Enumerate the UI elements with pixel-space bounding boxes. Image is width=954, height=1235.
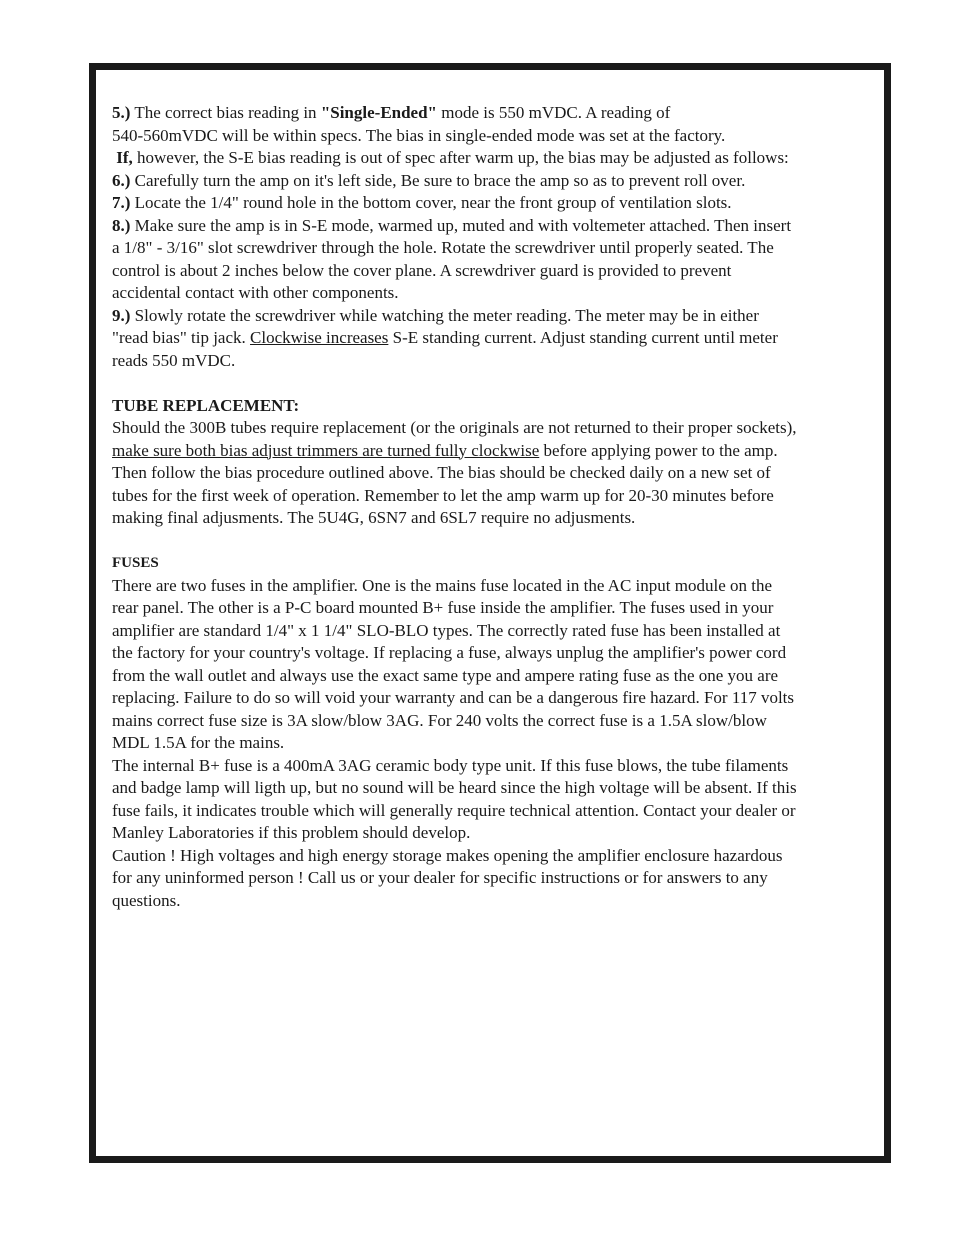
tube-line-5: making final adjusments. The 5U4G, 6SN7 and 6SL7 require no adjusments.	[112, 508, 636, 527]
fuses-line-15: questions.	[112, 890, 181, 910]
tube-line-3: Then follow the bias procedure outlined above. The bias should be checked daily on a new set of	[112, 463, 771, 482]
step-6: 6.) Carefully turn the amp on it's left side, Be sure to brace the amp so as to prevent roll over.	[112, 170, 746, 190]
clockwise-note: Clockwise increases	[250, 328, 389, 347]
step-5-number: 5.)	[112, 103, 131, 122]
manual-text	[112, 102, 882, 912]
fuses-line-5: from the wall outlet and always use the exact same type and ampere rating fuse as the one you are	[112, 665, 779, 685]
step-8-line-1: 8.) Make sure the amp is in S-E mode, warmed up, muted and with voltemeter attached. Then insert	[112, 215, 792, 235]
fuses-line-12: Manley Laboratories if this problem should develop.	[112, 823, 471, 842]
fuses-line-4: the factory for your country's voltage. If replacing a fuse, always unplug the amplifier's power cord	[112, 643, 787, 662]
tube-replacement-section	[112, 395, 882, 530]
step-9-line-2: "read bias" tip jack. Clockwise increases S-E standing current. Adjust standing current until meter	[112, 328, 778, 347]
fuses-line-10: and badge lamp will ligth up, but no sound will be heard since the high voltage will be absent. If this	[112, 778, 797, 797]
step-8-line-4: accidental contact with other components.	[112, 283, 399, 302]
step-9-line-1: 9.) Slowly rotate the screwdriver while watching the meter reading. The meter may be in either	[112, 305, 759, 325]
step-9-number: 9.)	[112, 305, 131, 325]
fuses-line-7: mains correct fuse size is 3A slow/blow 3AG. For 240 volts the correct fuse is a 1.5A slow/blow	[112, 710, 767, 730]
fuses-line-6: replacing. Failure to do so will void your warranty and can be a dangerous fire hazard. For 117 volts	[112, 688, 795, 707]
fuses-heading: FUSES	[112, 555, 159, 571]
step-8-number: 8.)	[112, 215, 131, 235]
if-label: If,	[116, 148, 133, 167]
step-5-line-1: 5.) The correct bias reading in "Single-Ended" mode is 550 mVDC. A reading of	[112, 103, 671, 122]
spacer	[112, 372, 882, 395]
bias-section	[112, 102, 882, 372]
trimmer-warning: make sure both bias adjust trimmers are turned fully clockwise	[112, 440, 540, 460]
fuses-line-11: fuse fails, it indicates trouble which will generally require technical attention. Contact your dealer or	[112, 800, 796, 820]
step-7-number: 7.)	[112, 193, 131, 212]
fuses-line-8: MDL 1.5A for the mains.	[112, 733, 285, 752]
single-ended-label: "Single-Ended"	[320, 103, 437, 122]
tube-line-1: Should the 300B tubes require replacement (or the originals are not returned to their proper sockets),	[112, 418, 797, 437]
spacer	[112, 530, 882, 553]
fuses-line-9: The internal B+ fuse is a 400mA 3AG ceramic body type unit. If this fuse blows, the tube filaments	[112, 755, 789, 775]
fuses-section	[112, 552, 882, 912]
step-9-line-3: reads 550 mVDC.	[112, 350, 236, 370]
fuses-line-2: rear panel. The other is a P-C board mounted B+ fuse inside the amplifier. The fuses used in your	[112, 598, 774, 617]
tube-line-2: make sure both bias adjust trimmers are turned fully clockwise before applying power to the amp.	[112, 440, 778, 460]
page-border	[89, 63, 891, 1163]
fuses-line-13: Caution ! High voltages and high energy storage makes opening the amplifier enclosure hazardous	[112, 845, 783, 865]
step-5-line-2: 540-560mVDC will be within specs. The bias in single-ended mode was set at the factory.	[112, 125, 726, 145]
fuses-line-1: There are two fuses in the amplifier. One is the mains fuse located in the AC input module on the	[112, 575, 773, 595]
step-5-line-3: If, however, the S-E bias reading is out of spec after warm up, the bias may be adjusted as follows:	[116, 148, 789, 167]
step-7: 7.) Locate the 1/4" round hole in the bottom cover, near the front group of ventilation slots.	[112, 193, 732, 212]
tube-line-4: tubes for the first week of operation. Remember to let the amp warm up for 20-30 minutes before	[112, 485, 774, 505]
step-6-number: 6.)	[112, 170, 131, 190]
fuses-line-3: amplifier are standard 1/4" x 1 1/4" SLO-BLO types. The correctly rated fuse has been installed at	[112, 620, 781, 640]
tube-heading: TUBE REPLACEMENT:	[112, 395, 300, 415]
fuses-line-14: for any uninformed person ! Call us or your dealer for specific instructions or for answers to any	[112, 868, 768, 887]
step-8-line-3: control is about 2 inches below the cover plane. A screwdriver guard is provided to prevent	[112, 260, 732, 280]
step-8-line-2: a 1/8" - 3/16" slot screwdriver through the hole. Rotate the screwdriver until properly seated. The	[112, 238, 774, 257]
